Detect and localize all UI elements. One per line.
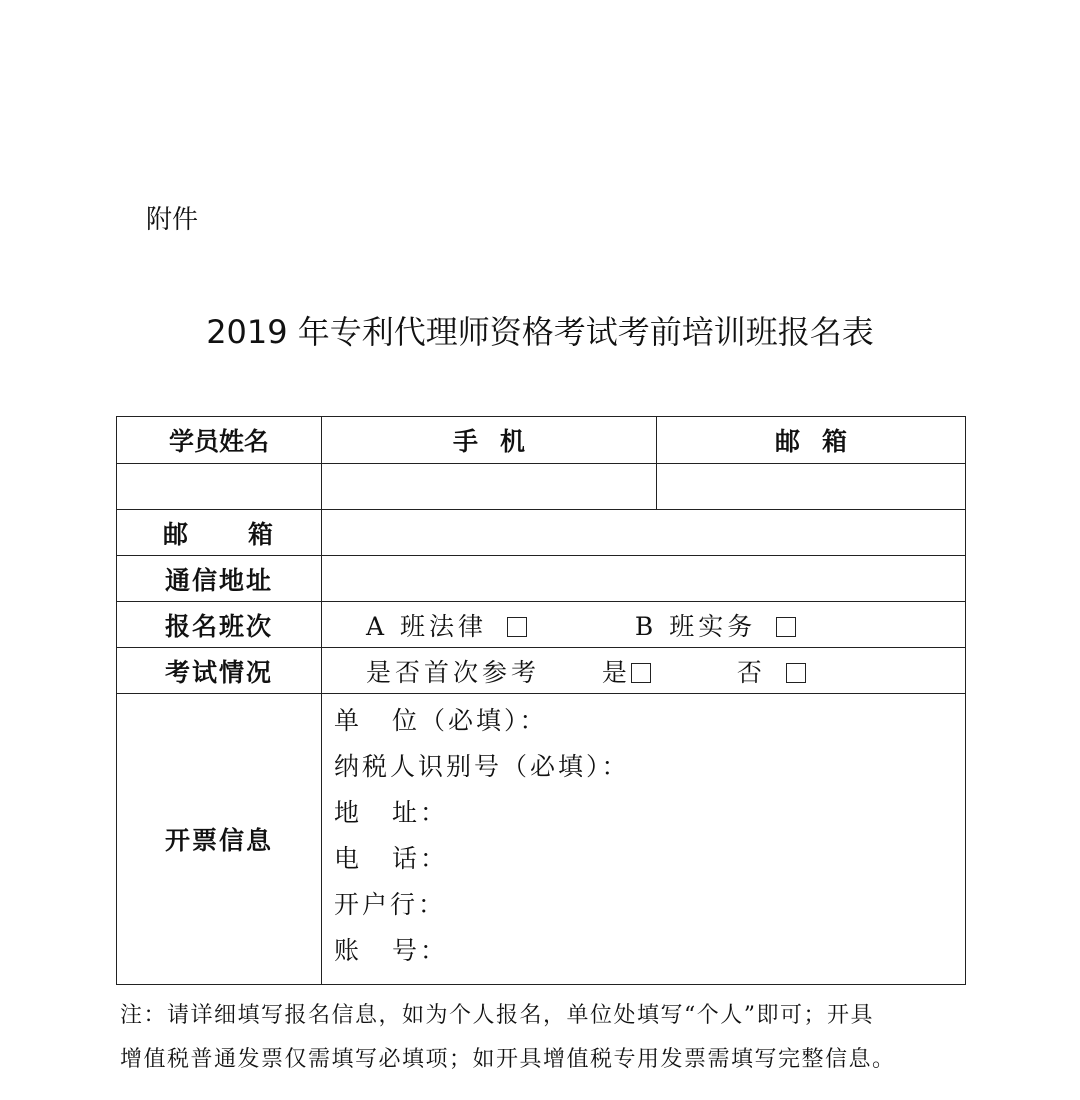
phone-header <box>322 417 657 464</box>
address-row <box>117 556 966 602</box>
email-input-cell[interactable] <box>657 464 966 510</box>
invoice-row <box>117 694 966 985</box>
exam-no-label: 否 <box>736 657 766 687</box>
exam-options-cell <box>322 648 966 694</box>
note-line-1: 注：请详细填写报名信息，如为个人报名，单位处填写“个人”即可；开具 <box>120 1003 874 1028</box>
header-row <box>117 417 966 464</box>
name-header-label: 学员姓名 <box>168 427 269 456</box>
form-title: 2019 年专利代理师资格考试考前培训班报名表 <box>206 313 874 351</box>
entry-row <box>117 464 966 510</box>
email-row-label <box>117 510 322 556</box>
email-row-input-cell[interactable] <box>322 510 966 556</box>
name-header <box>117 417 322 464</box>
phone-header-label-a: 手 <box>452 427 478 456</box>
invoice-account-label-a: 账 <box>334 936 363 965</box>
invoice-unit-label-b: 位（必填）： <box>392 706 548 735</box>
note-line-2: 增值税普通发票仅需填写必填项；如开具增值税专用发票需填写完整信息。 <box>120 1047 896 1072</box>
email-header-label-a: 邮 <box>774 427 800 456</box>
email-header <box>657 417 966 464</box>
invoice-address-line[interactable] <box>334 790 965 836</box>
invoice-phone-label-a: 电 <box>334 844 363 873</box>
class-option-b-label: B 班实务 <box>634 611 757 641</box>
form-note <box>120 994 970 1082</box>
class-option-a-checkbox[interactable] <box>507 617 527 637</box>
invoice-bank-line[interactable] <box>334 882 965 928</box>
email-row <box>117 510 966 556</box>
exam-yes-checkbox[interactable] <box>631 663 651 683</box>
class-option-b-checkbox[interactable] <box>776 617 796 637</box>
invoice-address-label-a: 地 <box>334 798 363 827</box>
invoice-phone-line[interactable] <box>334 836 965 882</box>
email-row-label-b: 箱 <box>247 519 275 549</box>
invoice-address-label-b: 址： <box>392 798 449 827</box>
attachment-label: 附件 <box>146 205 199 235</box>
invoice-unit-line[interactable] <box>334 698 965 744</box>
invoice-fields-cell <box>322 694 966 985</box>
exam-row <box>117 648 966 694</box>
exam-no-checkbox[interactable] <box>786 663 806 683</box>
invoice-account-label-b: 号： <box>392 936 449 965</box>
address-input-cell[interactable] <box>322 556 966 602</box>
invoice-taxid-line[interactable] <box>334 744 965 790</box>
email-row-label-a: 邮 <box>163 519 191 549</box>
invoice-account-line[interactable] <box>334 928 965 974</box>
class-option-a-label: A 班法律 <box>366 611 488 641</box>
invoice-taxid-label: 纳税人识别号（必填）： <box>334 752 630 781</box>
phone-header-label-b: 机 <box>500 427 526 456</box>
exam-question: 是否首次参考 <box>366 657 541 687</box>
invoice-row-label: 开票信息 <box>117 694 322 985</box>
exam-row-label: 考试情况 <box>117 648 322 694</box>
class-options-cell <box>322 602 966 648</box>
phone-input-cell[interactable] <box>322 464 657 510</box>
invoice-phone-label-b: 话： <box>392 844 449 873</box>
invoice-unit-label-a: 单 <box>334 706 363 735</box>
class-row-label: 报名班次 <box>117 602 322 648</box>
exam-yes-label: 是 <box>601 657 631 687</box>
address-row-label: 通信地址 <box>117 556 322 602</box>
invoice-bank-label: 开户行： <box>334 890 447 919</box>
email-header-label-b: 箱 <box>822 427 848 456</box>
class-row <box>117 602 966 648</box>
name-input-cell[interactable] <box>117 464 322 510</box>
registration-form-table <box>116 416 966 985</box>
